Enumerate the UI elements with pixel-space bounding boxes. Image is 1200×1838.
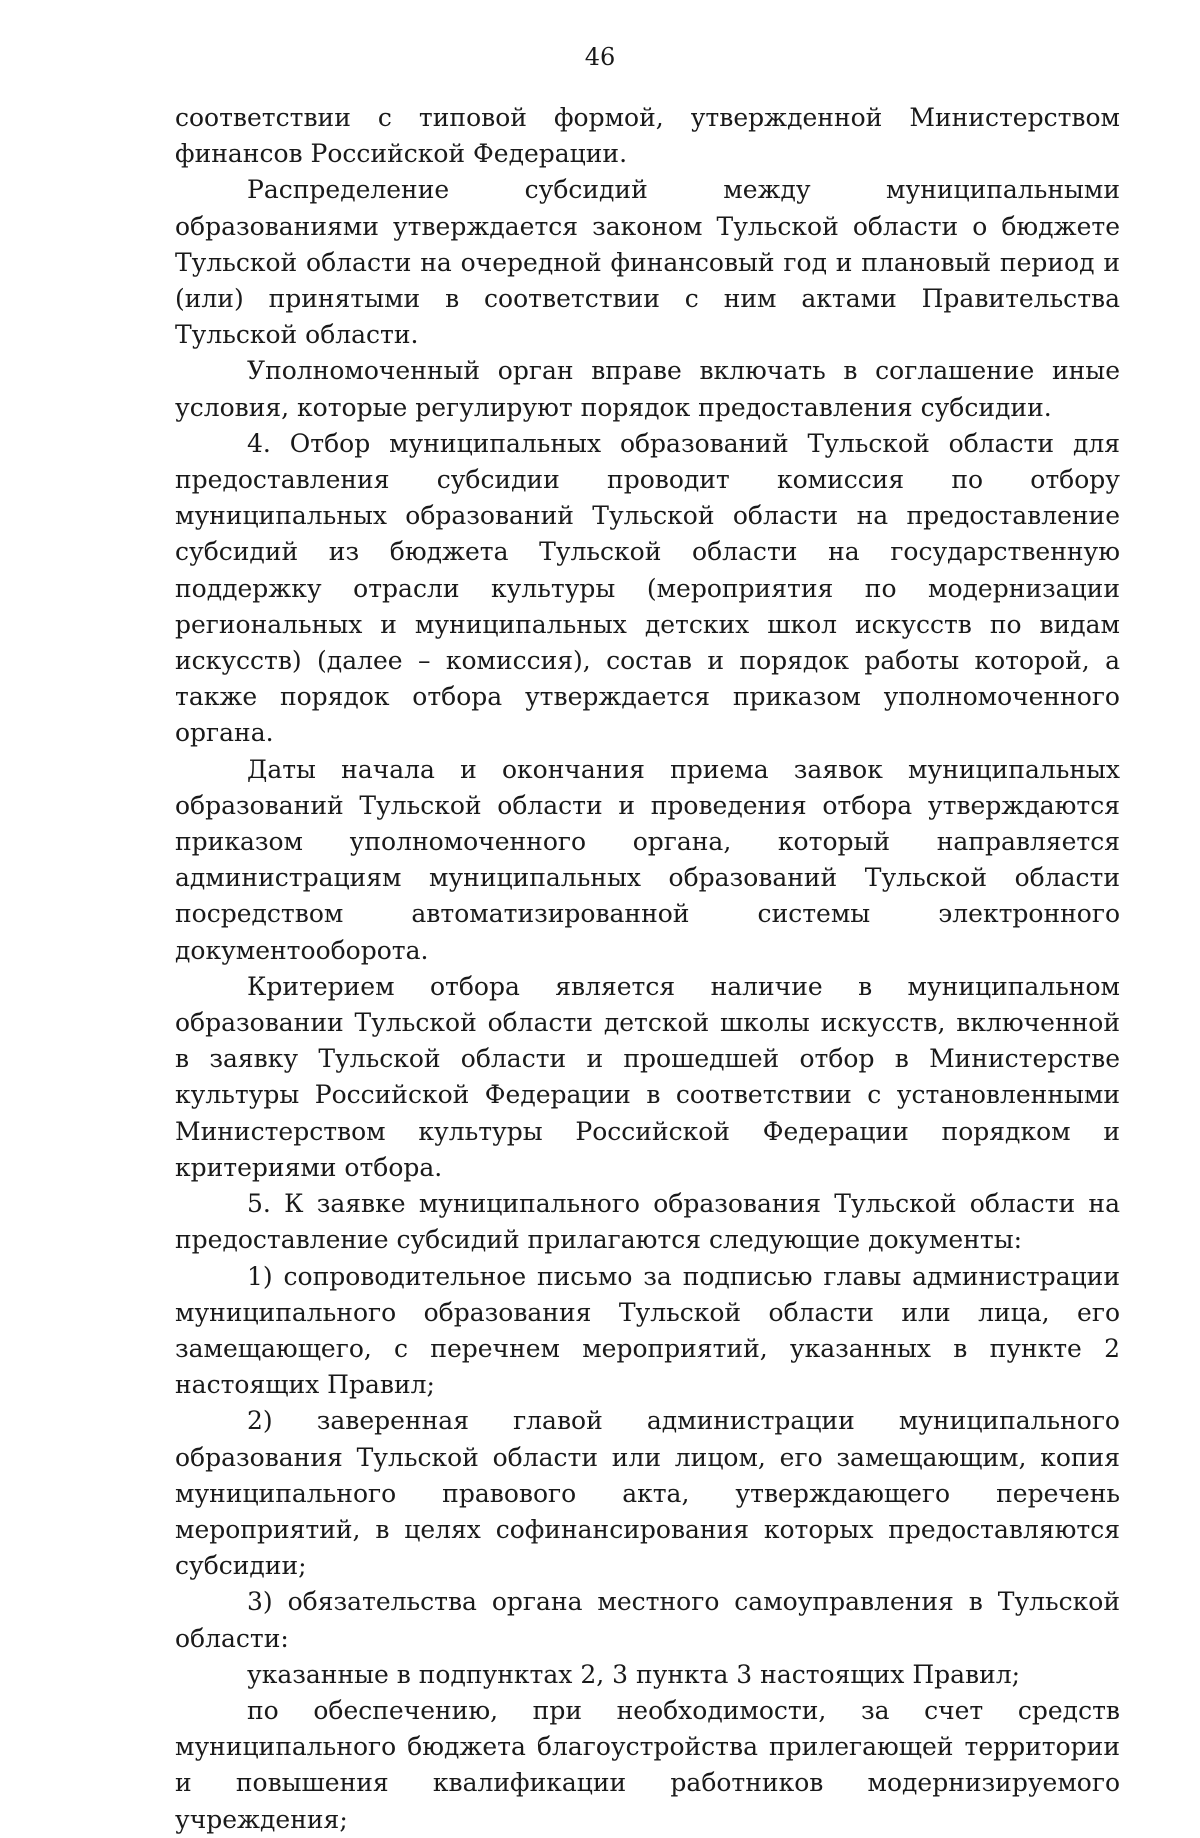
document-body xyxy=(175,100,1120,1838)
paragraph-11: указанные в подпунктах 2, 3 пункта 3 настоящих Правил; xyxy=(247,1659,1021,1689)
page-number: 46 xyxy=(584,43,616,71)
paragraph-8: 1) сопроводительное письмо за подписью главы администрации муниципального образования Тульской области или лица, его замещающего, с перечнем мероприятий, указанных в пункте 2 настоящих Правил; xyxy=(175,1261,1120,1400)
paragraph-10: 3) обязательства органа местного самоуправления в Тульской области: xyxy=(175,1587,1120,1653)
paragraph-3: Уполномоченный орган вправе включать в соглашение иные условия, которые регулируют порядок предоставления субсидии. xyxy=(175,356,1120,422)
paragraph-7: 5. К заявке муниципального образования Тульской области на предоставление субсидий прилагаются следующие документы: xyxy=(175,1189,1120,1255)
paragraph-1: соответствии с типовой формой, утвержденной Министерством финансов Российской Федерации. xyxy=(175,103,1120,169)
paragraph-5: Даты начала и окончания приема заявок муниципальных образований Тульской области и проведения отбора утверждаются приказом уполномоченного органа, который направляется администрациям муниципальных образований Тульской области посредством автоматизированной системы электронного документооборота. xyxy=(175,754,1120,965)
paragraph-4: 4. Отбор муниципальных образований Тульской области для предоставления субсидии проводит комиссия по отбору муниципальных образований Тульской области на предоставление субсидий из бюджета Тульской области на государственную поддержку отрасли культуры (мероприятия по модернизации региональных и муниципальных детских школ искусств по видам искусств) (далее – комиссия), состав и порядок работы которой, а также порядок отбора утверждается приказом уполномоченного органа. xyxy=(175,428,1120,748)
paragraph-2: Распределение субсидий между муниципальными образованиями утверждается законом Тульской области о бюджете Тульской области на очередной финансовый год и плановый период и (или) принятыми в соответствии с ним актами Правительства Тульской области. xyxy=(175,175,1120,350)
paragraph-9: 2) заверенная главой администрации муниципального образования Тульской области или лицом, его замещающим, копия муниципального правового акта, утверждающего перечень мероприятий, в целях софинансирования которых предоставляются субсидии; xyxy=(175,1406,1120,1581)
paragraph-6: Критерием отбора является наличие в муниципальном образовании Тульской области детской школы искусств, включенной в заявку Тульской области и прошедшей отбор в Министерстве культуры Российской Федерации в соответствии с установленными Министерством культуры Российской Федерации порядком и критериями отбора. xyxy=(175,971,1120,1182)
paragraph-12: по обеспечению, при необходимости, за счет средств муниципального бюджета благоустройства прилегающей территории и повышения квалификации работников модернизируемого учреждения; xyxy=(175,1695,1120,1834)
